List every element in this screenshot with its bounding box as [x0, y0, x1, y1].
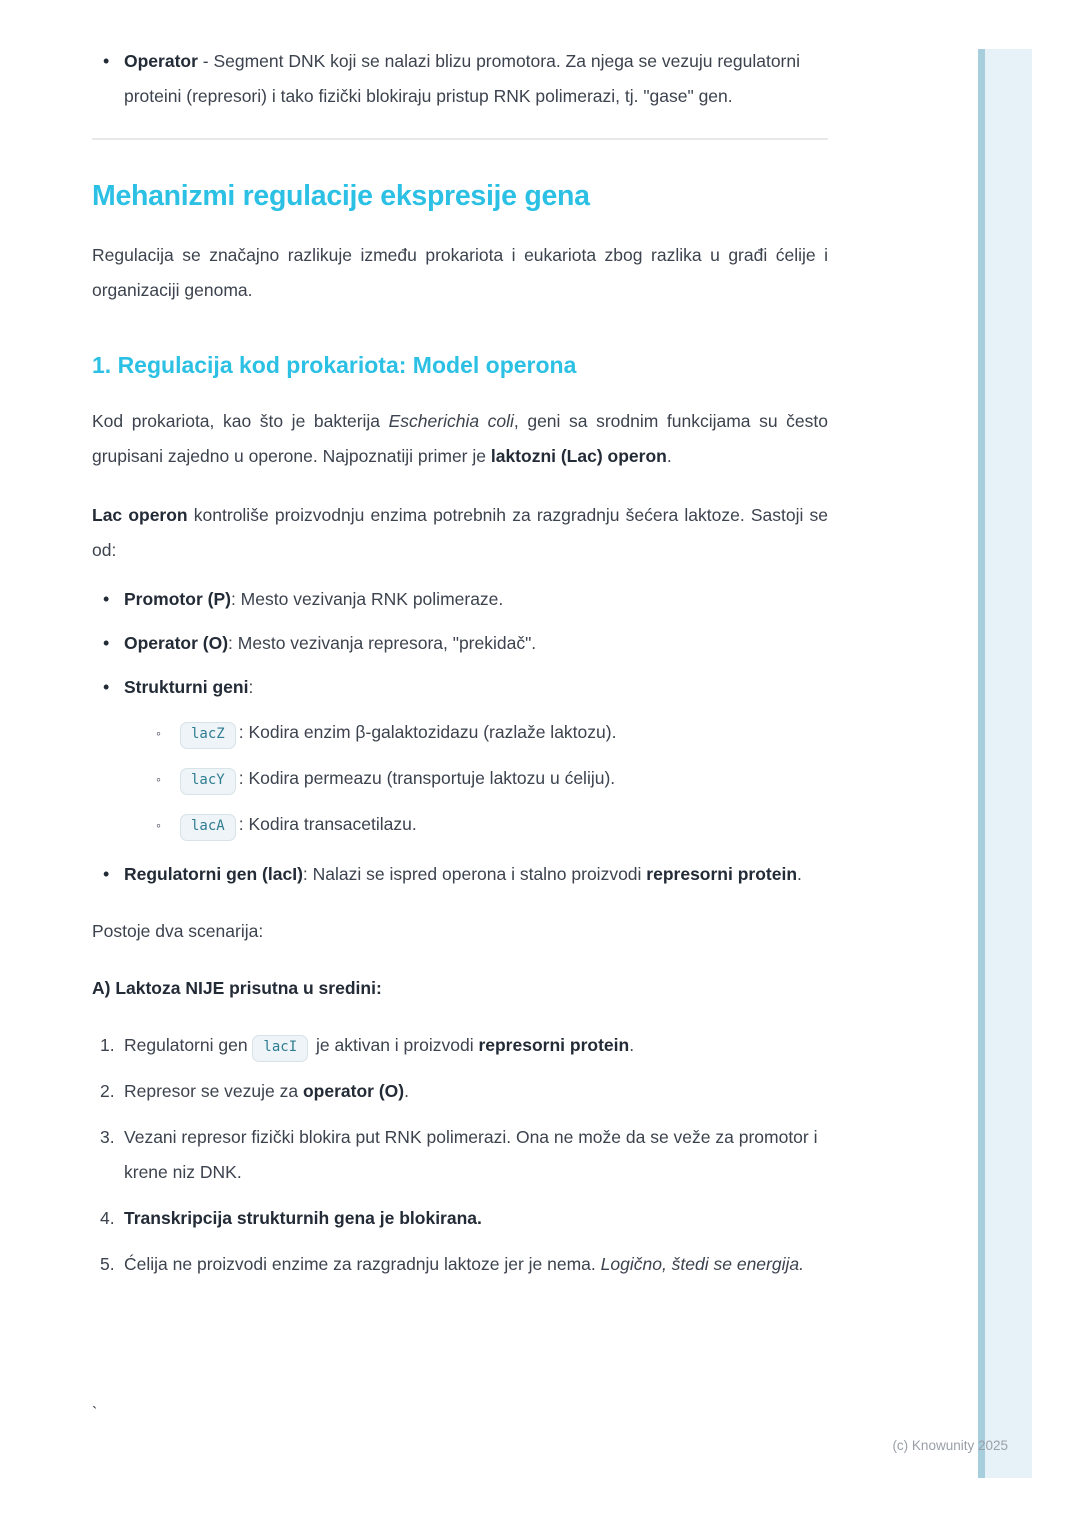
gene-tag-lacz: lacZ: [180, 722, 236, 749]
strukturni-colon: :: [248, 677, 254, 697]
circle-marker: ◦: [156, 725, 161, 741]
side-accent-bar: [978, 49, 1032, 1478]
species-name: Escherichia coli: [388, 411, 514, 431]
regulator-mid: : Nalazi se ispred operona i stalno proizvodi: [302, 864, 647, 884]
repressor-protein-term: represorni protein: [646, 864, 798, 884]
section-title: Mehanizmi regulacije ekspresije gena: [92, 180, 590, 212]
step-3: [92, 1120, 828, 1190]
bullet-marker: •: [103, 51, 110, 71]
subsection-title: 1. Regulacija kod prokariota: Model operona: [92, 352, 577, 378]
operator-term: Operator (O): [124, 633, 229, 653]
step-1: [92, 1028, 828, 1063]
circle-marker: ◦: [156, 817, 161, 833]
lac-operon-lead: Lac operon: [92, 505, 188, 525]
stray-backtick: `: [92, 1405, 98, 1422]
gene-sub-list: [124, 715, 828, 843]
prokaryote-text-c: .: [666, 446, 672, 466]
footer-credit: (c) Knowunity 2025: [892, 1438, 1008, 1453]
step-5: [92, 1247, 828, 1282]
step-number: 4.: [100, 1208, 115, 1228]
scenarios-lead: Postoje dva scenarija:: [92, 921, 264, 941]
step2-text-c: .: [404, 1081, 409, 1101]
circle-marker: ◦: [156, 771, 161, 787]
prokaryote-text-a: Kod prokariota, kao što je bakterija: [92, 411, 389, 431]
step-number: 1.: [100, 1035, 115, 1055]
scenario-a-heading: A) Laktoza NIJE prisutna u sredini:: [92, 978, 382, 998]
bullet-strukturni-geni: [92, 670, 828, 843]
step1-text-c: .: [629, 1035, 635, 1055]
step2-text-a: Represor se vezuje za: [124, 1081, 303, 1101]
strukturni-term: Strukturni geni: [124, 677, 249, 697]
operon-components-list: [92, 582, 828, 892]
step1-bold: represorni protein: [478, 1035, 630, 1055]
step4-bold: Transkripcija strukturnih gena je blokirana.: [124, 1208, 482, 1228]
step2-bold: operator (O): [302, 1081, 405, 1101]
bullet-promotor: [92, 582, 828, 617]
intro-bullet-text: [124, 44, 828, 114]
operator-desc: : Mesto vezivanja represora, "prekidač".: [228, 633, 537, 653]
gene-item-lacy: [124, 761, 828, 797]
step-number: 2.: [100, 1081, 115, 1101]
bullet-marker: •: [103, 677, 110, 697]
promotor-term: Promotor (P): [124, 589, 231, 609]
promotor-desc: : Mesto vezivanja RNK polimeraze.: [230, 589, 504, 609]
step-number: 5.: [100, 1254, 115, 1274]
page-content: [92, 44, 828, 1282]
step-number: 3.: [100, 1127, 115, 1147]
lac-operon-term: laktozni (Lac) operon: [490, 446, 667, 466]
gene-desc-lacz: : Kodira enzim β-galaktozidazu (razlaže laktozu).: [238, 722, 617, 742]
step1-text-b: je aktivan i proizvodi: [311, 1035, 479, 1055]
intro-bullet-rest: - Segment DNK koji se nalazi blizu promotora. Za njega se vezuju regulatorni proteini (represori) i tako fizički blokiraju pristup RNK polimerazi, tj. "gase" gen.: [124, 51, 801, 106]
gene-tag-lacy: lacY: [180, 768, 236, 795]
prokaryote-text-b: , geni sa srodnim funkcijama su često grupisani zajedno u operone. Najpoznatiji primer je: [92, 411, 828, 466]
bullet-marker: •: [103, 589, 110, 609]
lac-operon-paragraph: [92, 498, 828, 568]
step3-text: Vezani represor fizički blokira put RNK polimerazi. Ona ne može da se veže za promotor i krene niz DNK.: [124, 1127, 818, 1182]
gene-tag-laca: lacA: [180, 814, 236, 841]
section-intro-paragraph: Regulacija se značajno razlikuje između prokariota i eukariota zbog razlika u građi ćelije i organizaciji genoma.: [92, 245, 828, 300]
intro-bullet-operator: [92, 44, 828, 114]
bullet-marker: •: [103, 633, 110, 653]
gene-tag-laci: lacI: [252, 1035, 308, 1062]
regulator-end: .: [797, 864, 802, 884]
step-2: [92, 1074, 828, 1109]
scenario-a-steps: [92, 1028, 828, 1282]
prokaryote-paragraph: [92, 404, 828, 474]
regulator-term: Regulatorni gen (lacI): [124, 864, 303, 884]
gene-item-lacz: [124, 715, 828, 751]
step1-text-a: Regulatorni gen: [124, 1035, 253, 1055]
gene-desc-lacy: : Kodira permeazu (transportuje laktozu u ćeliju).: [238, 768, 616, 788]
gene-desc-laca: : Kodira transacetilazu.: [238, 814, 417, 834]
bullet-regulatorni-gen: [92, 857, 828, 892]
step5-italic: Logično, štedi se energija.: [600, 1254, 804, 1274]
bullet-marker: •: [103, 864, 110, 884]
step-4: [92, 1201, 828, 1236]
gene-item-laca: [124, 807, 828, 843]
step5-text-a: Ćelija ne proizvodi enzime za razgradnju laktoze jer je nema.: [124, 1254, 601, 1274]
section-divider: [92, 138, 828, 140]
bullet-operator: [92, 626, 828, 661]
intro-bullet-term: Operator: [124, 51, 198, 71]
lac-operon-rest: kontroliše proizvodnju enzima potrebnih za razgradnju šećera laktoze. Sastoji se od:: [92, 505, 828, 560]
